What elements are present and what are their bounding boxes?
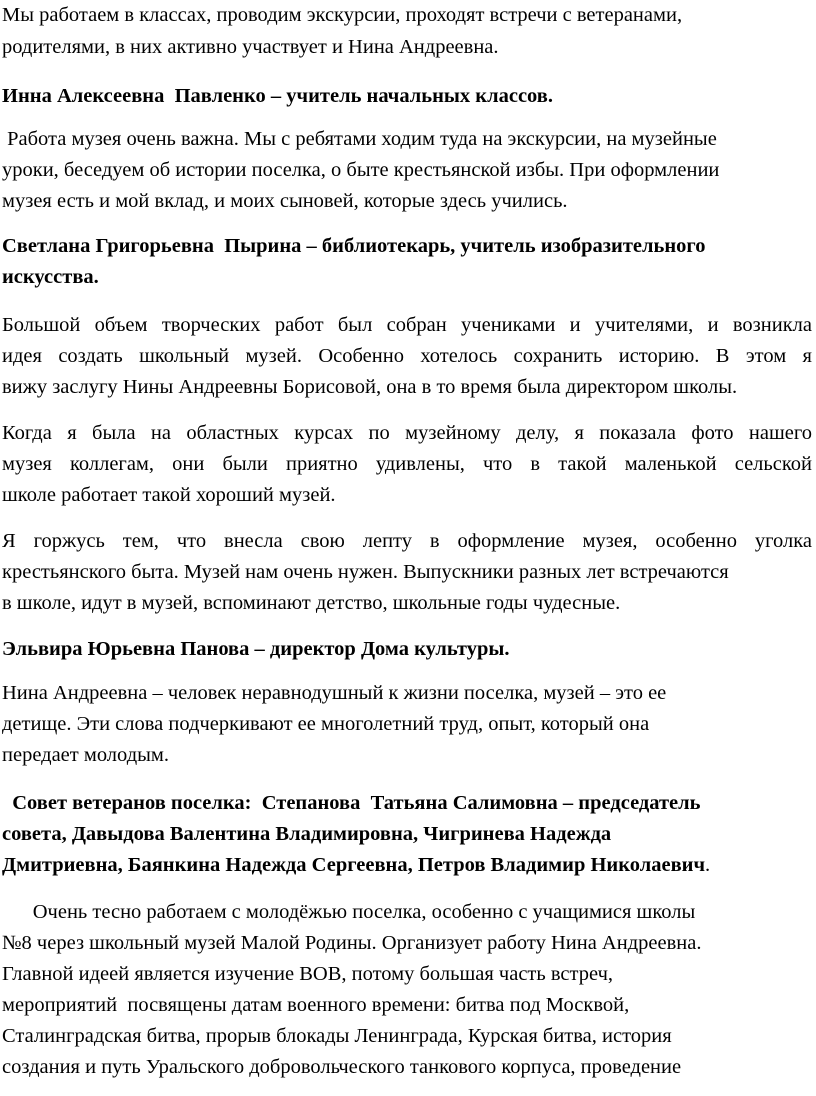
paragraph-line: мероприятий посвящены датам военного времени: битва под Москвой, — [2, 994, 630, 1016]
paragraph-line: Работа музея очень важна. Мы с ребятами ходим туда на экскурсии, на музейные — [2, 128, 717, 150]
paragraph-line: детище. Эти слова подчеркивают ее многолетний труд, опыт, который она — [2, 713, 650, 735]
paragraph-line: создания и путь Уральского добровольческого танкового корпуса, проведение — [2, 1056, 682, 1078]
paragraph-line: передает молодым. — [2, 744, 170, 766]
paragraph-line: Очень тесно работаем с молодёжью поселка, особенно с учащимися школы — [2, 901, 696, 923]
paragraph-line: идея создать школьный музей. Особенно хотелось сохранить историю. В этом я — [2, 345, 812, 367]
council-heading: Совет ветеранов поселка: Степанова Татьяна Салимовна – председатель — [2, 792, 701, 814]
paragraph-line: в школе, идут в музей, вспоминают детство, школьные годы чудесные. — [2, 592, 621, 614]
paragraph-line: Нина Андреевна – человек неравнодушный к жизни поселка, музей – это ее — [2, 682, 667, 704]
paragraph-line: школе работает такой хороший музей. — [2, 484, 336, 506]
council-heading-period: . — [705, 854, 711, 876]
speaker-heading: Инна Алексеевна Павленко – учитель начальных классов. — [2, 85, 553, 107]
council-names: Дмитриевна, Баянкина Надежда Сергеевна, Петров Владимир Николаевич — [2, 854, 706, 876]
paragraph-line: родителями, в них активно участвует и Нина Андреевна. — [2, 36, 499, 58]
council-heading: совета, Давыдова Валентина Владимировна, Чигринева Надежда — [2, 823, 612, 845]
paragraph-line: крестьянского быта. Музей нам очень нужен. Выпускники разных лет встречаются — [2, 561, 729, 583]
paragraph-line: музея коллегам, они были приятно удивлены, что в такой маленькой сельской — [2, 453, 812, 475]
paragraph-line: Большой объем творческих работ был собран учениками и учителями, и возникла — [2, 314, 812, 336]
paragraph-line: вижу заслугу Нины Андреевны Борисовой, она в то время была директором школы. — [2, 376, 738, 398]
paragraph-line: Я горжусь тем, что внесла свою лепту в оформление музея, особенно уголка — [2, 530, 812, 552]
paragraph-line: Главной идеей является изучение ВОВ, потому большая часть встреч, — [2, 963, 614, 985]
paragraph-line: музея есть и мой вклад, и моих сыновей, которые здесь учились. — [2, 190, 568, 212]
paragraph-line: Сталинградская битва, прорыв блокады Ленинграда, Курская битва, история — [2, 1025, 672, 1047]
council-heading — [2, 852, 710, 878]
paragraph-line: Мы работаем в классах, проводим экскурсии, проходят встречи с ветеранами, — [2, 4, 683, 26]
speaker-heading: Эльвира Юрьевна Панова – директор Дома культуры. — [2, 638, 510, 660]
speaker-heading: искусства. — [2, 266, 99, 288]
paragraph-line: уроки, беседуем об истории поселка, о быте крестьянской избы. При оформлении — [2, 159, 720, 181]
speaker-heading: Светлана Григорьевна Пырина – библиотекарь, учитель изобразительного — [2, 235, 706, 257]
paragraph-line: Когда я была на областных курсах по музейному делу, я показала фото нашего — [2, 422, 812, 444]
paragraph-line: №8 через школьный музей Малой Родины. Организует работу Нина Андреевна. — [2, 932, 702, 954]
